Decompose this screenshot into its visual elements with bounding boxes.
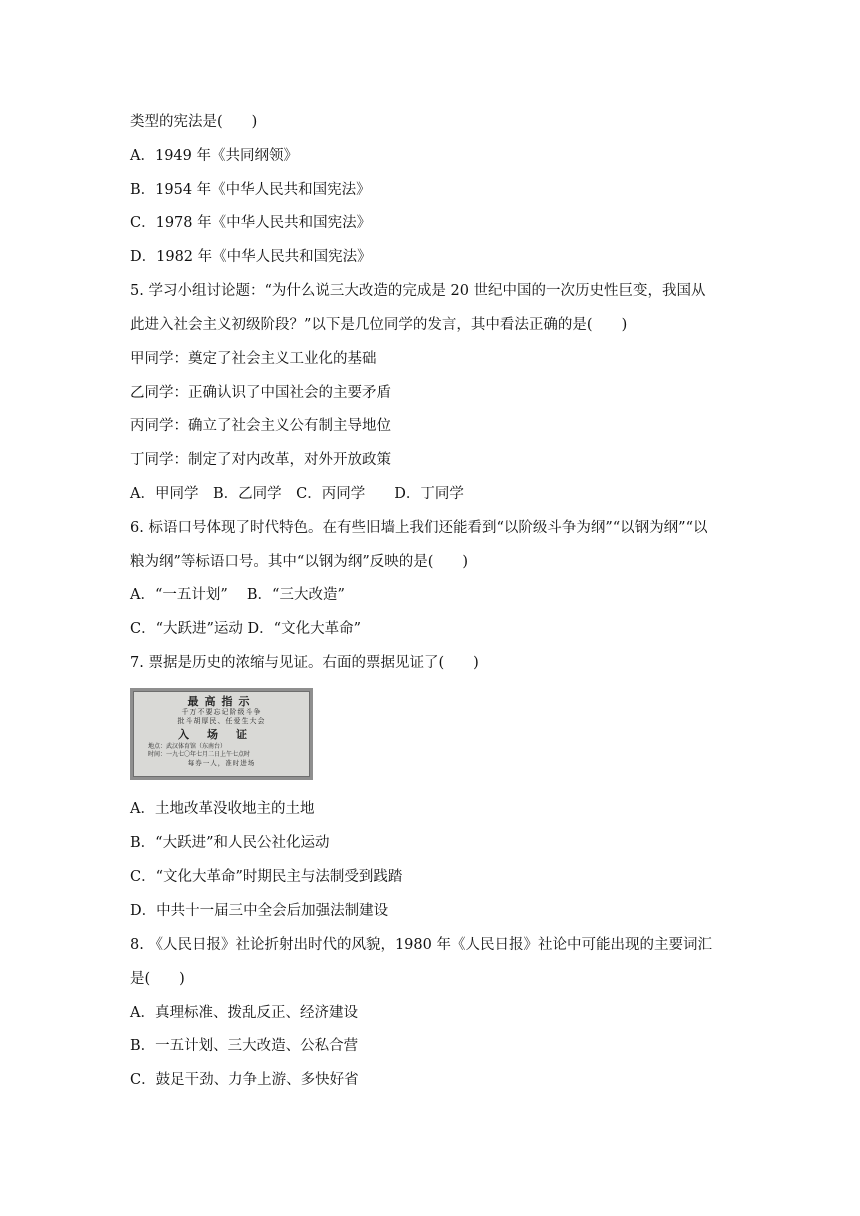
q7-option-b: B．“大跃进”和人民公社化运动	[130, 835, 330, 851]
q4-option-b: B．1954 年《中华人民共和国宪法》	[130, 182, 371, 198]
q8-option-b: B．一五计划、三大改造、公私合营	[130, 1038, 359, 1054]
ticket-place: 地点：武汉体育馆（东南台）	[148, 743, 227, 750]
q4-option-a: A．1949 年《共同纲领》	[130, 148, 298, 164]
q7-stem: 7. 票据是历史的浓缩与见证。右面的票据见证了( )	[130, 655, 479, 671]
q5-stem-line1: 5. 学习小组讨论题：“为什么说三大改造的完成是 20 世纪中国的一次历史性巨变，我国从	[130, 283, 706, 299]
ticket-image	[130, 688, 313, 780]
q7-option-a: A．土地改革没收地主的土地	[130, 801, 315, 817]
q5-statement-yi: 乙同学：正确认识了中国社会的主要矛盾	[130, 385, 391, 401]
q5-statement-bing: 丙同学：确立了社会主义公有制主导地位	[130, 418, 391, 434]
ticket-inner	[133, 691, 310, 777]
q6-options-ab: A．“一五计划” B．“三大改造”	[130, 587, 345, 603]
q7-option-d: D．中共十一届三中全会后加强法制建设	[130, 903, 389, 919]
ticket-heading: 入场证	[178, 728, 265, 741]
q5-statement-ding: 丁同学：制定了对内改革，对外开放政策	[130, 452, 391, 468]
q4-option-c: C．1978 年《中华人民共和国宪法》	[130, 215, 372, 231]
q5-stem-line2: 此进入社会主义初级阶段？”以下是几位同学的发言，其中看法正确的是( )	[130, 317, 628, 333]
ticket-time: 时间：一九七〇年七月二日上午七点时	[148, 751, 251, 758]
q8-option-a: A．真理标准、拨乱反正、经济建设	[130, 1005, 358, 1021]
q5-statement-jia: 甲同学：奠定了社会主义工业化的基础	[130, 351, 377, 367]
q4-option-d: D．1982 年《中华人民共和国宪法》	[130, 249, 372, 265]
q6-options-cd: C．“大跃进”运动 D．“文化大革命”	[130, 621, 361, 637]
q8-option-c: C．鼓足干劲、力争上游、多快好省	[130, 1072, 359, 1088]
ticket-slogan: 千万不要忘记阶级斗争	[181, 708, 262, 716]
q6-stem-line2: 粮为纲”等标语口号。其中“以钢为纲”反映的是( )	[130, 554, 469, 570]
q5-options: A．甲同学 B．乙同学 C．丙同学 D．丁同学	[130, 486, 464, 502]
q4-stem-continued: 类型的宪法是( )	[130, 114, 258, 130]
q8-stem-line2: 是( )	[130, 971, 185, 987]
q7-option-c: C．“文化大革命”时期民主与法制受到践踏	[130, 869, 403, 885]
ticket-title: 最高指示	[187, 695, 256, 708]
q8-stem-line1: 8. 《人民日报》社论折射出时代的风貌，1980 年《人民日报》社论中可能出现的主要词汇	[130, 937, 712, 953]
ticket-event: 批斗胡厚民、任爱生大会	[177, 717, 266, 725]
ticket-footer: 每券一人，准时进场	[187, 759, 256, 767]
q6-stem-line1: 6. 标语口号体现了时代特色。在有些旧墙上我们还能看到“以阶级斗争为纲”“以钢为纲”“以	[130, 520, 708, 536]
